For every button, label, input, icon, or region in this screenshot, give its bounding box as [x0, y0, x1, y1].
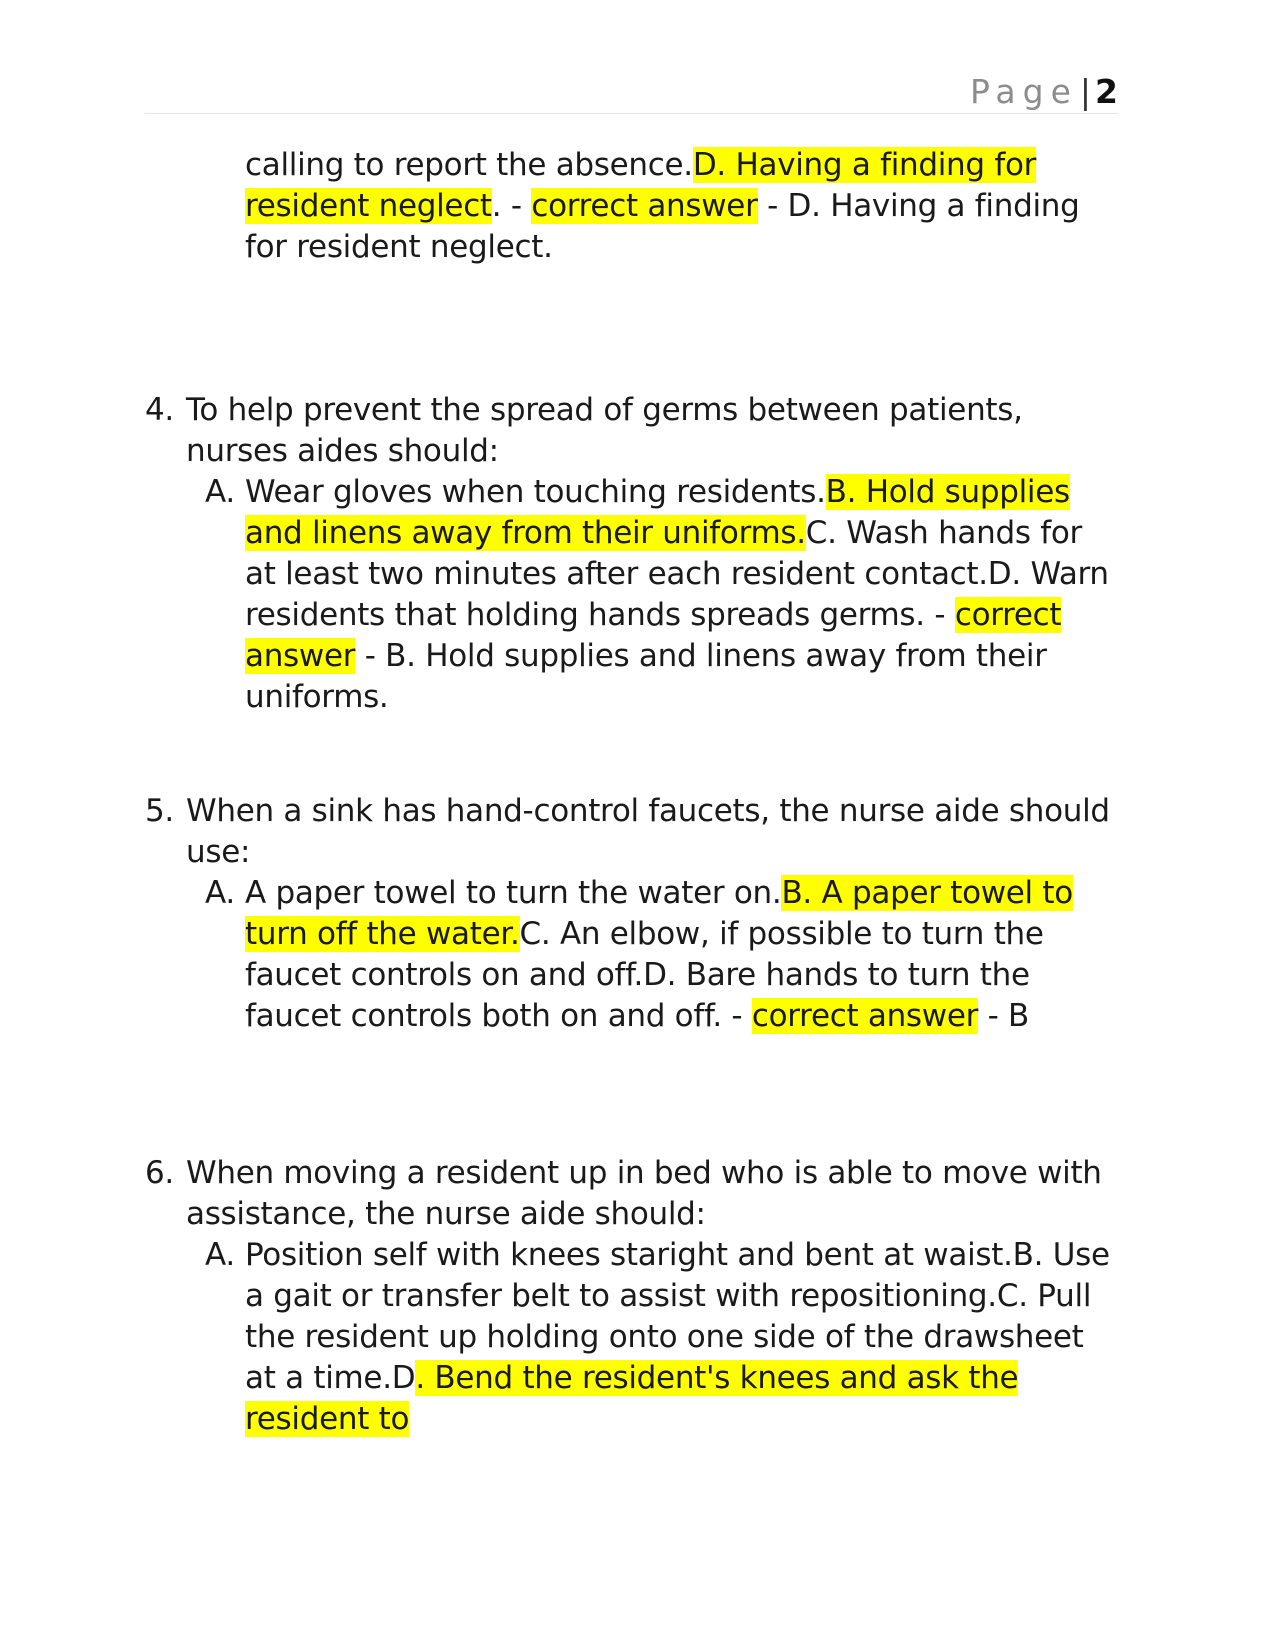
- question-6: [145, 1153, 1120, 1440]
- highlighted-option: D. Having a finding for resident neglect: [245, 147, 1037, 224]
- answer-text: - B: [978, 998, 1030, 1034]
- options-block: [205, 873, 1120, 1037]
- question-3-continuation: [145, 145, 1120, 268]
- question-5: [145, 791, 1120, 1037]
- highlighted-option: B. Hold supplies and linens away from their uniforms.: [245, 474, 1070, 551]
- option-letter: A.: [205, 875, 235, 911]
- page-number: 2: [1095, 72, 1118, 111]
- answer-text-tail: - D. Having a finding for resident neglect.: [245, 188, 1080, 265]
- correct-answer-label: correct answer: [751, 998, 979, 1034]
- option-text: Wear gloves when touching residents.: [245, 474, 826, 510]
- option-text: A paper towel to turn the water on.: [245, 875, 782, 911]
- question-4: [145, 390, 1120, 718]
- header-rule: [145, 113, 1118, 114]
- question-number: 4.: [145, 392, 174, 428]
- page-label: Page: [970, 72, 1078, 111]
- question-number: 5.: [145, 793, 174, 829]
- correct-answer-label: correct answer: [531, 188, 758, 224]
- option-text: Position self with knees staright and bent at waist.B. Use a gait or transfer belt to assist with repositioning.C. Pull the resident up holding onto one side of the drawsheet at a time.D: [245, 1237, 1110, 1396]
- highlighted-option: . Bend the resident's knees and ask the resident to: [245, 1360, 1019, 1437]
- highlighted-option: B. A paper towel to turn off the water.: [245, 875, 1073, 952]
- correct-answer-label: correct answer: [245, 597, 1062, 674]
- page-separator: |: [1079, 72, 1092, 111]
- option-text-rest: C. An elbow, if possible to turn the faucet controls on and off.D. Bare hands to turn the faucet controls both on and off. -: [245, 916, 1044, 1034]
- separator-text: . -: [491, 188, 532, 224]
- options-block: [205, 1235, 1120, 1440]
- option-letter: A.: [205, 474, 235, 510]
- page-header: [970, 70, 1118, 114]
- options-block: [205, 472, 1120, 718]
- answer-text: - B. Hold supplies and linens away from their uniforms.: [245, 638, 1047, 715]
- answer-text: [245, 145, 1120, 268]
- question-text: To help prevent the spread of germs between patients, nurses aides should:: [186, 392, 1023, 469]
- question-text: When a sink has hand-control faucets, the nurse aide should use:: [186, 793, 1110, 870]
- option-letter: A.: [205, 1237, 235, 1273]
- question-number: 6.: [145, 1155, 174, 1191]
- option-text: calling to report the absence.: [245, 147, 693, 183]
- question-text: When moving a resident up in bed who is able to move with assistance, the nurse aide should:: [186, 1155, 1102, 1232]
- option-text-rest: C. Wash hands for at least two minutes after each resident contact.D. Warn residents that holding hands spreads germs. -: [245, 515, 1109, 633]
